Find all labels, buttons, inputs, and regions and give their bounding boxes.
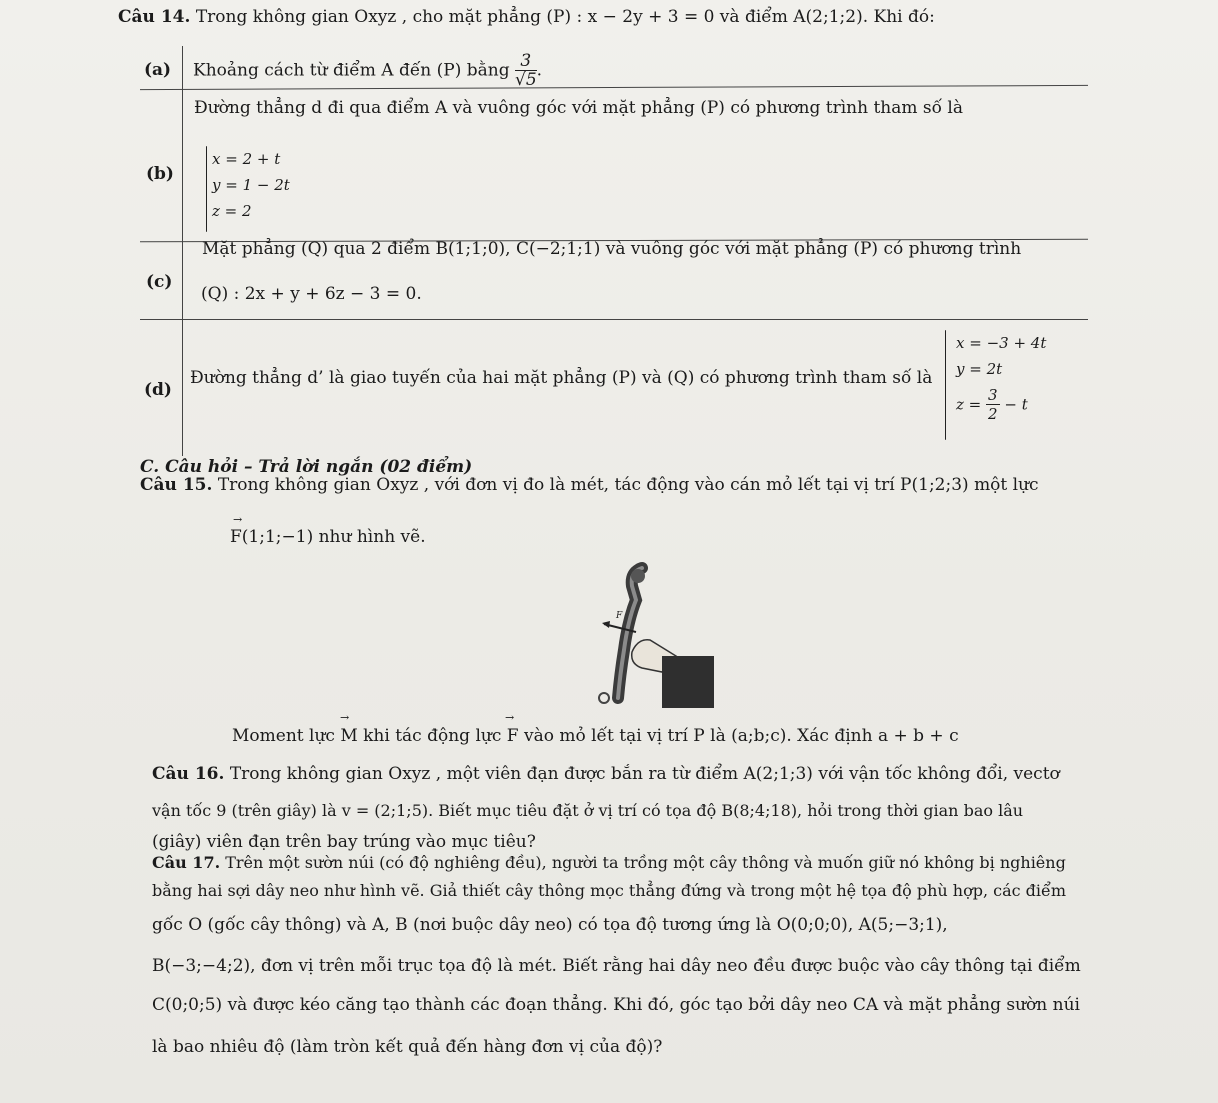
row-d-text: Đường thẳng d’ là giao tuyến của hai mặt phẳng (P) và (Q) có phương trình tham số là [190,368,933,388]
q16-line3: (giây) viên đạn trên bay trúng vào mục tiêu? [152,832,536,852]
q16-line2: vận tốc 9 (trên giây) là v = (2;1;5). Biết mục tiêu đặt ở vị trí có tọa độ B(8;4;18), hỏi trong thời gian bao lâu [152,801,1024,820]
q15-vector-arrow-f2: → [505,711,515,724]
q17-line1-text: Trên một sườn núi (có độ nghiêng đều), người ta trồng một cây thông và muốn giữ nó không bị nghiêng [225,853,1066,872]
q15-vector-arrow-m: → [340,711,350,724]
row-b-label: (b) [146,164,174,184]
q14-stem [118,6,935,28]
row-a-tail: . [536,60,543,81]
row-a-frac-num: 3 [515,52,537,71]
wrench-hole [599,693,609,703]
row-d-z-prefix: z = [956,395,982,414]
row-d-z-tail: − t [1004,395,1028,414]
row-a-fraction [515,52,537,89]
q14-title: Câu 14. [118,7,191,27]
row-c-label: (c) [146,272,173,292]
q17-line2: bằng hai sợi dây neo như hình vẽ. Giả thiết cây thông mọc thẳng đứng và trong một hệ tọa độ phù hợp, các điểm [152,881,1067,900]
row-b-eq-x: x = 2 + t [212,150,281,168]
row-a-frac-den: √5 [515,70,537,90]
row-d-label: (d) [144,380,172,400]
q16-line1-text: Trong không gian Oxyz , một viên đạn được bắn ra từ điểm A(2;1;3) với vận tốc không đổi, vectơ [229,764,1060,784]
row-d-eq-y: y = 2t [956,360,1003,378]
row-a-content [193,52,542,89]
q15-title: Câu 15. [140,475,213,495]
q17-line3: gốc O (gốc cây thông) và A, B (nơi buộc dây neo) có tọa độ tương ứng là O(0;0;0), A(5;−3;1), [152,915,948,935]
q17-line5: C(0;0;5) và được kéo căng tạo thành các đoạn thẳng. Khi đó, góc tạo bởi dây neo CA và mặt phẳng sườn núi [152,995,1080,1015]
wrench-figure [580,560,720,710]
row-a-label: (a) [144,60,172,80]
row-c-text: Mặt phẳng (Q) qua 2 điểm B(1;1;0), C(−2;1;1) và vuông góc với mặt phẳng (P) có phương trình [202,239,1022,259]
row-b-system [212,146,290,224]
q15-line1-text: Trong không gian Oxyz , với đơn vị đo là mét, tác động vào cán mỏ lết tại vị trí P(1;2;3) một lực [217,475,1039,495]
row-d-z-den: 2 [988,405,998,423]
q17-line1 [152,852,1066,874]
q15-line3: Moment lực M khi tác động lực F vào mỏ lết tại vị trí P là (a;b;c). Xác định a + b + c [232,726,959,746]
force-label: F [616,611,623,621]
q14-stem-text: Trong không gian Oxyz , cho mặt phẳng (P) : x − 2y + 3 = 0 và điểm A(2;1;2). Khi đó: [195,7,935,27]
q15-line1 [140,474,1039,496]
sleeve [662,656,714,708]
row-d-z-num: 3 [988,386,998,404]
q17-title: Câu 17. [152,853,221,872]
q17-line6: là bao nhiêu độ (làm tròn kết quả đến hàng đơn vị của độ)? [152,1037,663,1057]
row-d-eq-x: x = −3 + 4t [956,334,1047,352]
force-arrow-head [602,621,610,628]
table-column-divider [182,46,183,456]
row-b-brace [206,146,207,232]
row-divider-c [140,319,1088,320]
row-d-eq-z [956,386,1046,423]
row-b-eq-y: y = 1 − 2t [212,176,290,194]
row-b-text: Đường thẳng d đi qua điểm A và vuông góc với mặt phẳng (P) có phương trình tham số là [194,98,963,118]
q16-line1 [152,763,1060,785]
q15-line2: F(1;1;−1) như hình vẽ. [230,527,426,547]
row-d-z-fraction [986,386,1000,423]
q15-vector-arrow-f: → [233,513,243,526]
row-b-eq-z: z = 2 [212,202,252,220]
row-a-text: Khoảng cách từ điểm A đến (P) bằng [193,60,510,81]
q17-line4: B(−3;−4;2), đơn vị trên mỗi trục tọa độ là mét. Biết rằng hai dây neo đều được buộc vào cây thông tại điểm [152,956,1081,976]
wrench-jaw [631,569,645,583]
q16-title: Câu 16. [152,764,225,784]
row-c-equation: (Q) : 2x + y + 6z − 3 = 0. [201,284,422,304]
section-c-heading: C. Câu hỏi – Trả lời ngắn (02 điểm) [140,457,473,477]
row-d-brace [945,330,946,440]
row-d-system [956,330,1046,423]
